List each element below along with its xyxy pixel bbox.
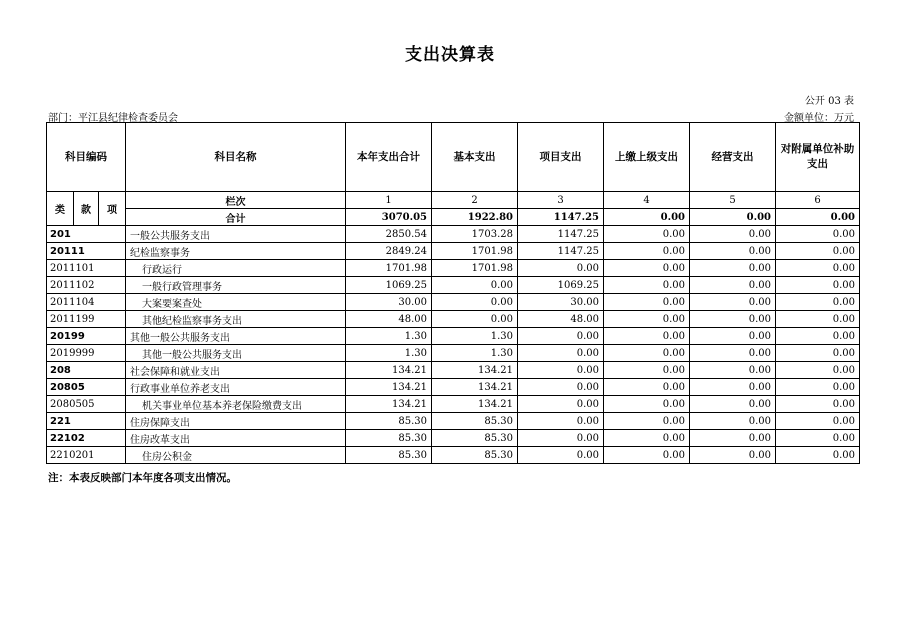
amount-cell: 0.00 [776, 396, 860, 413]
amount-cell: 1701.98 [346, 260, 432, 277]
amount-cell: 1069.25 [346, 277, 432, 294]
subject-code: 2080505 [47, 396, 126, 413]
header-col: 上缴上级支出 [604, 123, 690, 192]
amount-cell: 0.00 [604, 379, 690, 396]
amount-cell: 48.00 [346, 311, 432, 328]
header-lei: 类 [47, 192, 74, 226]
amount-cell: 0.00 [776, 430, 860, 447]
amount-cell: 0.00 [776, 379, 860, 396]
subject-code: 2011101 [47, 260, 126, 277]
subject-code: 2011199 [47, 311, 126, 328]
amount-cell: 0.00 [604, 260, 690, 277]
table-row [47, 294, 860, 311]
amount-cell: 0.00 [518, 396, 604, 413]
amount-cell: 0.00 [604, 277, 690, 294]
header-col: 项目支出 [518, 123, 604, 192]
amount-cell: 134.21 [432, 362, 518, 379]
amount-cell: 85.30 [432, 430, 518, 447]
subject-code: 208 [47, 362, 126, 379]
amount-cell: 0.00 [776, 345, 860, 362]
column-number: 2 [432, 192, 518, 209]
amount-cell: 0.00 [776, 226, 860, 243]
amount-cell: 0.00 [518, 328, 604, 345]
header-col: 经营支出 [690, 123, 776, 192]
amount-cell: 1.30 [346, 345, 432, 362]
amount-cell: 0.00 [690, 362, 776, 379]
header-xiang: 项 [99, 192, 126, 226]
form-number: 公开 03 表 [804, 96, 854, 107]
amount-cell: 1703.28 [432, 226, 518, 243]
subject-name: 其他一般公共服务支出 [126, 328, 346, 345]
subject-name: 行政事业单位养老支出 [126, 379, 346, 396]
amount-cell: 0.00 [690, 260, 776, 277]
amount-cell: 1147.25 [518, 226, 604, 243]
subject-code: 20199 [47, 328, 126, 345]
amount-cell: 1701.98 [432, 243, 518, 260]
amount-cell: 0.00 [604, 311, 690, 328]
subject-code: 2011102 [47, 277, 126, 294]
amount-cell: 0.00 [604, 362, 690, 379]
amount-cell: 2850.54 [346, 226, 432, 243]
subject-name: 大案要案查处 [126, 294, 346, 311]
header-col: 基本支出 [432, 123, 518, 192]
amount-cell: 30.00 [346, 294, 432, 311]
amount-cell: 2849.24 [346, 243, 432, 260]
expenditure-table [46, 122, 860, 464]
amount-cell: 0.00 [604, 226, 690, 243]
amount-cell: 1147.25 [518, 243, 604, 260]
amount-cell: 85.30 [432, 413, 518, 430]
unit-label: 金额单位：万元 [784, 113, 854, 124]
table-row [47, 362, 860, 379]
table-row [47, 260, 860, 277]
subject-code: 20111 [47, 243, 126, 260]
total-row [47, 209, 860, 226]
table-row [47, 396, 860, 413]
amount-cell: 1.30 [432, 345, 518, 362]
amount-cell: 0.00 [518, 345, 604, 362]
amount-cell: 0.00 [518, 447, 604, 464]
amount-cell: 0.00 [690, 379, 776, 396]
amount-cell: 0.00 [604, 413, 690, 430]
amount-cell: 0.00 [604, 243, 690, 260]
amount-cell: 0.00 [604, 328, 690, 345]
total-value: 3070.05 [346, 209, 432, 226]
department-label: 部门：平江县纪律检查委员会 [48, 113, 178, 124]
amount-cell: 1069.25 [518, 277, 604, 294]
header-name: 科目名称 [126, 123, 346, 192]
amount-cell: 0.00 [690, 311, 776, 328]
amount-cell: 0.00 [776, 447, 860, 464]
subject-name: 住房公积金 [126, 447, 346, 464]
table-row [47, 226, 860, 243]
amount-cell: 0.00 [776, 362, 860, 379]
amount-cell: 134.21 [432, 396, 518, 413]
header-code: 科目编码 [47, 123, 126, 192]
amount-cell: 85.30 [346, 430, 432, 447]
table-row [47, 243, 860, 260]
amount-cell: 85.30 [346, 447, 432, 464]
amount-cell: 1.30 [432, 328, 518, 345]
column-number: 4 [604, 192, 690, 209]
amount-cell: 0.00 [690, 328, 776, 345]
amount-cell: 0.00 [690, 277, 776, 294]
amount-cell: 0.00 [690, 413, 776, 430]
amount-cell: 0.00 [432, 294, 518, 311]
column-number-row [47, 192, 860, 209]
subject-code: 2011104 [47, 294, 126, 311]
amount-cell: 0.00 [690, 430, 776, 447]
total-value: 0.00 [776, 209, 860, 226]
amount-cell: 0.00 [604, 396, 690, 413]
column-number: 5 [690, 192, 776, 209]
subject-name: 住房改革支出 [126, 430, 346, 447]
column-number: 1 [346, 192, 432, 209]
page-title: 支出决算表 [405, 45, 495, 65]
subject-code: 201 [47, 226, 126, 243]
subject-code: 22102 [47, 430, 126, 447]
subject-code: 2019999 [47, 345, 126, 362]
amount-cell: 134.21 [346, 362, 432, 379]
amount-cell: 1.30 [346, 328, 432, 345]
subject-name: 社会保障和就业支出 [126, 362, 346, 379]
amount-cell: 134.21 [346, 379, 432, 396]
amount-cell: 0.00 [518, 379, 604, 396]
header-kuan: 款 [74, 192, 99, 226]
amount-cell: 0.00 [776, 260, 860, 277]
amount-cell: 0.00 [518, 260, 604, 277]
table-row [47, 430, 860, 447]
table-row [47, 413, 860, 430]
subject-code: 2210201 [47, 447, 126, 464]
amount-cell: 30.00 [518, 294, 604, 311]
amount-cell: 0.00 [518, 430, 604, 447]
table-row [47, 311, 860, 328]
subject-name: 行政运行 [126, 260, 346, 277]
lanci-label: 栏次 [126, 192, 346, 209]
amount-cell: 48.00 [518, 311, 604, 328]
amount-cell: 0.00 [432, 277, 518, 294]
amount-cell: 0.00 [432, 311, 518, 328]
subject-name: 其他纪检监察事务支出 [126, 311, 346, 328]
table-row [47, 328, 860, 345]
footnote: 注：本表反映部门本年度各项支出情况。 [48, 472, 237, 484]
table-row [47, 345, 860, 362]
amount-cell: 1701.98 [432, 260, 518, 277]
subject-name: 住房保障支出 [126, 413, 346, 430]
subject-code: 20805 [47, 379, 126, 396]
amount-cell: 0.00 [690, 243, 776, 260]
amount-cell: 0.00 [690, 226, 776, 243]
amount-cell: 0.00 [776, 294, 860, 311]
subject-name: 一般公共服务支出 [126, 226, 346, 243]
subject-code: 221 [47, 413, 126, 430]
total-label: 合计 [126, 209, 346, 226]
amount-cell: 85.30 [432, 447, 518, 464]
subject-name: 机关事业单位基本养老保险缴费支出 [126, 396, 346, 413]
amount-cell: 0.00 [604, 345, 690, 362]
amount-cell: 0.00 [776, 328, 860, 345]
subject-name: 一般行政管理事务 [126, 277, 346, 294]
subject-name: 纪检监察事务 [126, 243, 346, 260]
total-value: 1147.25 [518, 209, 604, 226]
amount-cell: 134.21 [346, 396, 432, 413]
amount-cell: 0.00 [518, 413, 604, 430]
subject-name: 其他一般公共服务支出 [126, 345, 346, 362]
amount-cell: 0.00 [518, 362, 604, 379]
amount-cell: 0.00 [604, 294, 690, 311]
amount-cell: 0.00 [776, 243, 860, 260]
amount-cell: 0.00 [776, 413, 860, 430]
amount-cell: 0.00 [690, 345, 776, 362]
amount-cell: 134.21 [432, 379, 518, 396]
amount-cell: 0.00 [776, 311, 860, 328]
amount-cell: 0.00 [604, 430, 690, 447]
column-number: 3 [518, 192, 604, 209]
header-row [47, 123, 860, 192]
total-value: 0.00 [690, 209, 776, 226]
table-row [47, 277, 860, 294]
total-value: 0.00 [604, 209, 690, 226]
amount-cell: 85.30 [346, 413, 432, 430]
header-col: 本年支出合计 [346, 123, 432, 192]
amount-cell: 0.00 [690, 294, 776, 311]
amount-cell: 0.00 [776, 277, 860, 294]
column-number: 6 [776, 192, 860, 209]
header-col: 对附属单位补助支出 [776, 123, 860, 192]
table-row [47, 379, 860, 396]
amount-cell: 0.00 [604, 447, 690, 464]
amount-cell: 0.00 [690, 447, 776, 464]
total-value: 1922.80 [432, 209, 518, 226]
amount-cell: 0.00 [690, 396, 776, 413]
table-row [47, 447, 860, 464]
